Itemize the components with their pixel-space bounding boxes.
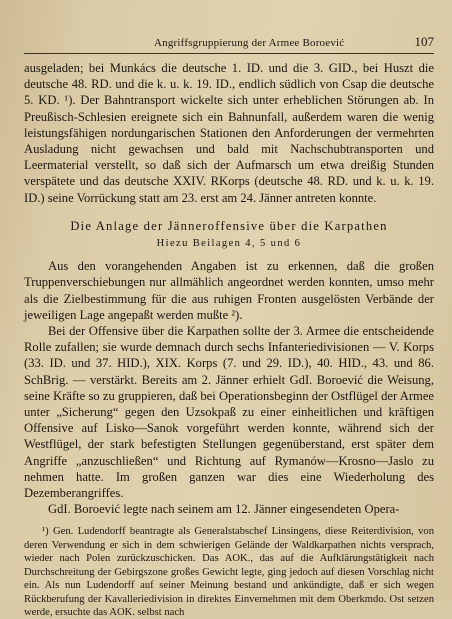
footnote: ¹) Gen. Ludendorff beantragte als Generalstabschef Linsingens, diese Reiterdivision, von deren Verwendung er sich in dem schwierigen Gelände der Waldkarpathen nichts versprach, wieder nach Polen zurückzuschicken. Das AOK., das auf die Aufklärungstätigkeit nach Durchschreitung der Gebirgszone großes Gewicht legte, ging jedoch auf diesen Vorschlag nicht ein. Als nun Ludendorff auf seiner Meinung bestand und ankündigte, daß er sich wegen Rückberufung der Kavalleriedivision in direktes Einvernehmen mit dem Oberkmdo. Ost setzen werde, ersuchte das AOK. selbst nach	[24, 526, 434, 618]
section-title: Die Anlage der Jänneroffensive über die Karpathen	[70, 218, 388, 233]
paragraph: GdI. Boroević legte nach seinem am 12. Jänner eingesendeten Opera-	[48, 502, 400, 517]
paragraph: ausgeladen; bei Munkács die deutsche 1. ID. und die 3. GID., bei Huszt die deutsche 48. RD. und die k. u. k. 19. ID., endlich südlich von Csap die deutsche 5. KD. ¹). Der Bahntransport wickelte sich unter erheblichen Störungen ab. In Preußisch-Schlesien ereignete sich ein Bahnunfall, außerdem waren die wenig leistungsfähigen nordungarischen Stationen den Anforderungen der vermehrten Ausladung nicht gewachsen und bald mit Nachschubtransporten und Leermaterial verstellt, so daß sich der Aufmarsch um etwa dreißig Stunden verspätete und das deutsche XXIV. RKorps (deutsche 48. RD. und k. u. k. 19. ID.) seine Vorrückung statt am 23. erst am 24. Jänner antreten konnte.	[24, 61, 434, 205]
section-subtitle: Hiezu Beilagen 4, 5 und 6	[156, 238, 302, 250]
page-header	[24, 0, 434, 54]
footnotes	[24, 525, 434, 619]
paragraph: Aus den vorangehenden Angaben ist zu erkennen, daß die großen Truppenverschiebungen nur allmählich angeordnet werden konnten, umso mehr als die Zielbestimmung für die aus ruhigen Fronten ausgelösten Verbände der jeweiligen Lage angepaßt werden mußte ²).	[24, 259, 434, 322]
running-title: Angriffsgruppierung der Armee Boroević	[154, 37, 345, 49]
body-text	[24, 60, 434, 517]
paragraph: Bei der Offensive über die Karpathen sollte der 3. Armee die entscheidende Rolle zufallen; sie wurde demnach durch sechs Infanteriedivisionen — V. Korps (33. ID. und 37. HID.), XIX. Korps (7. und 29. ID.), 40. HID., 43. und 86. SchBrig. — verstärkt. Bereits am 2. Jänner erhielt GdI. Boroević die Weisung, seine Kräfte so zu gruppieren, daß bei Operationsbeginn der Ostflügel der Armee unter „Sicherung“ gegen den Uzsokpaß zu einer einheitlichen und kräftigen Offensive auf Lisko—Sanok vorgeführt werden konnte, während sich der Westflügel, der stark befestigten Stellungen gegenüberstand, erst später dem Angriffe „anzuschließen“ und Richtung auf Rymanów—Krosno—Jaslo zu nehmen hatte. Im großen ganzen war dies eine Wiederholung des Dezemberangriffes.	[24, 324, 434, 501]
page-number: 107	[414, 34, 434, 49]
